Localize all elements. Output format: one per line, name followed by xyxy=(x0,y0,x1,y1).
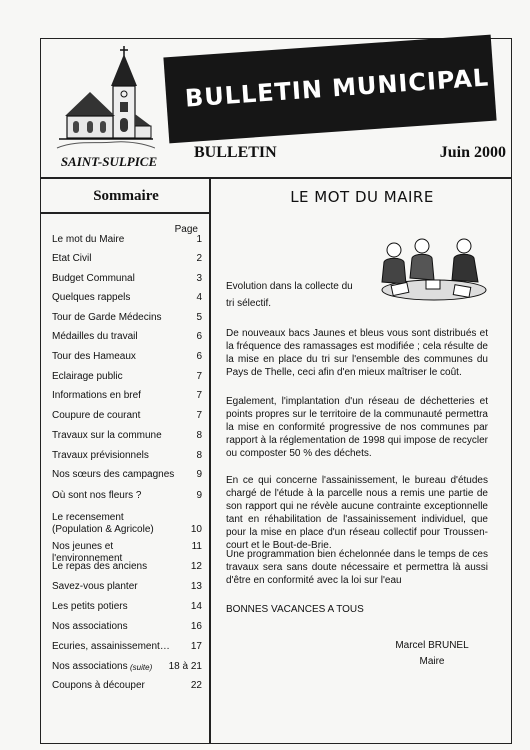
toc-label: Le repas des anciens xyxy=(52,561,148,572)
toc-page-number: 7 xyxy=(196,371,202,382)
toc-page-number: 22 xyxy=(190,680,202,691)
toc-label: Ecuries, assainissement… xyxy=(52,641,170,652)
toc-label: Le mot du Maire xyxy=(52,234,125,245)
toc-label: Coupure de courant xyxy=(52,410,141,421)
toc-label: Médailles du travail xyxy=(52,331,138,342)
toc-page-number: 3 xyxy=(196,273,202,284)
article-title: LE MOT DU MAIRE xyxy=(290,188,434,206)
toc-label: Informations en bref xyxy=(52,390,141,401)
bulletin-title: BULLETIN MUNICIPAL xyxy=(184,63,490,113)
toc-page-number: 18 à 21 xyxy=(168,661,202,672)
toc-page-number: 2 xyxy=(196,253,202,264)
toc-label: Tour de Garde Médecins xyxy=(52,312,162,323)
toc-page-number: 4 xyxy=(196,292,202,303)
toc-label: Nos associations xyxy=(52,661,128,672)
toc-suite-note: (suite) xyxy=(130,663,153,672)
article-paragraph: De nouveaux bacs Jaunes et bleus vous sont distribués et la fréquence des ramassages est modifiée ; cela résulte de la mise en place du tri sur l'ensemble des communes du Pays de Thelle, ceci afin d'en mieux maîtriser le coût. xyxy=(226,328,488,378)
toc-label: Nos associations xyxy=(52,621,128,632)
toc-page-number: 7 xyxy=(196,410,202,421)
toc-page-number: 13 xyxy=(190,581,202,592)
issue-date: Juin 2000 xyxy=(439,144,506,161)
toc-label: Les petits potiers xyxy=(52,601,128,612)
toc-page-number: 16 xyxy=(190,621,202,632)
article-paragraph: Egalement, l'implantation d'un réseau de déchetteries et points propres sur le territoire de la communauté permettra la mise en conformité progressive de nos communes par rapport à la réglementation de 1998 qui impose de recycler ou composter 50 % des déchets. xyxy=(226,396,488,459)
signature-role: Maire xyxy=(419,656,445,667)
closing-line: BONNES VACANCES A TOUS xyxy=(226,604,364,615)
toc-label: Coupons à découper xyxy=(52,680,145,691)
toc-page-number: 9 xyxy=(196,469,202,480)
toc-label: Travaux sur la commune xyxy=(52,430,162,441)
toc-page-number: 6 xyxy=(196,351,202,362)
toc-page-number: 9 xyxy=(196,490,202,501)
toc-label: Eclairage public xyxy=(52,371,123,382)
meeting-illustration xyxy=(364,232,494,310)
toc-page-number: 1 xyxy=(196,234,202,245)
header-divider xyxy=(40,177,512,179)
toc-page-number: 14 xyxy=(190,601,202,612)
column-divider xyxy=(209,177,211,744)
toc-label: Budget Communal xyxy=(52,273,135,284)
bulletin-label: BULLETIN xyxy=(194,144,277,161)
toc-page-number: 5 xyxy=(196,312,202,323)
toc-label: Le recensement (Population & Agricole) xyxy=(52,512,154,535)
toc-page-number: 8 xyxy=(196,430,202,441)
town-name: SAINT-SULPICE xyxy=(60,154,158,169)
toc-page-number: 6 xyxy=(196,331,202,342)
article-intro: Evolution dans la collecte du tri sélectif. xyxy=(226,281,353,309)
article-paragraph: Une programmation bien échelonnée dans le temps de ces travaux sera sans doute nécessaire et permettra là aussi d'être en conformité avec la loi sur l'eau xyxy=(226,549,488,586)
toc-label: Quelques rappels xyxy=(52,292,131,303)
toc-page-number: 7 xyxy=(196,390,202,401)
toc-page-number: 11 xyxy=(191,541,202,552)
sommaire-title: Sommaire xyxy=(93,188,159,204)
toc-label: Travaux prévisionnels xyxy=(52,450,149,461)
signature xyxy=(372,638,492,670)
toc-page-number: 17 xyxy=(190,641,202,652)
toc-label: Nos jeunes et l'environnement xyxy=(52,541,123,564)
toc-label: Tour des Hameaux xyxy=(52,351,136,362)
toc-page-number: 8 xyxy=(196,450,202,461)
toc-label: Etat Civil xyxy=(52,253,92,264)
toc-label: Savez-vous planter xyxy=(52,581,138,592)
toc-page-number: 10 xyxy=(190,524,202,535)
toc-label: Nos sœurs des campagnes xyxy=(52,469,175,480)
toc-page-number: 12 xyxy=(190,561,202,572)
signature-name: Marcel BRUNEL xyxy=(395,640,469,651)
article-paragraph: En ce qui concerne l'assainissement, le bureau d'études chargé de l'étude à la parcelle nous a remis une partie de son rapport qui ne révèle aucune contrainte exceptionnelle tant en réhabilitation de l'assainissement individuel, que pour la mise en place d'un réseau collectif pour Troussen-court et le Bout-de-Brie. xyxy=(226,475,488,551)
toc-label: Où sont nos fleurs ? xyxy=(52,490,142,501)
church-illustration xyxy=(55,44,155,150)
page-column-header: Page xyxy=(174,224,198,235)
sommaire-divider xyxy=(40,212,210,214)
